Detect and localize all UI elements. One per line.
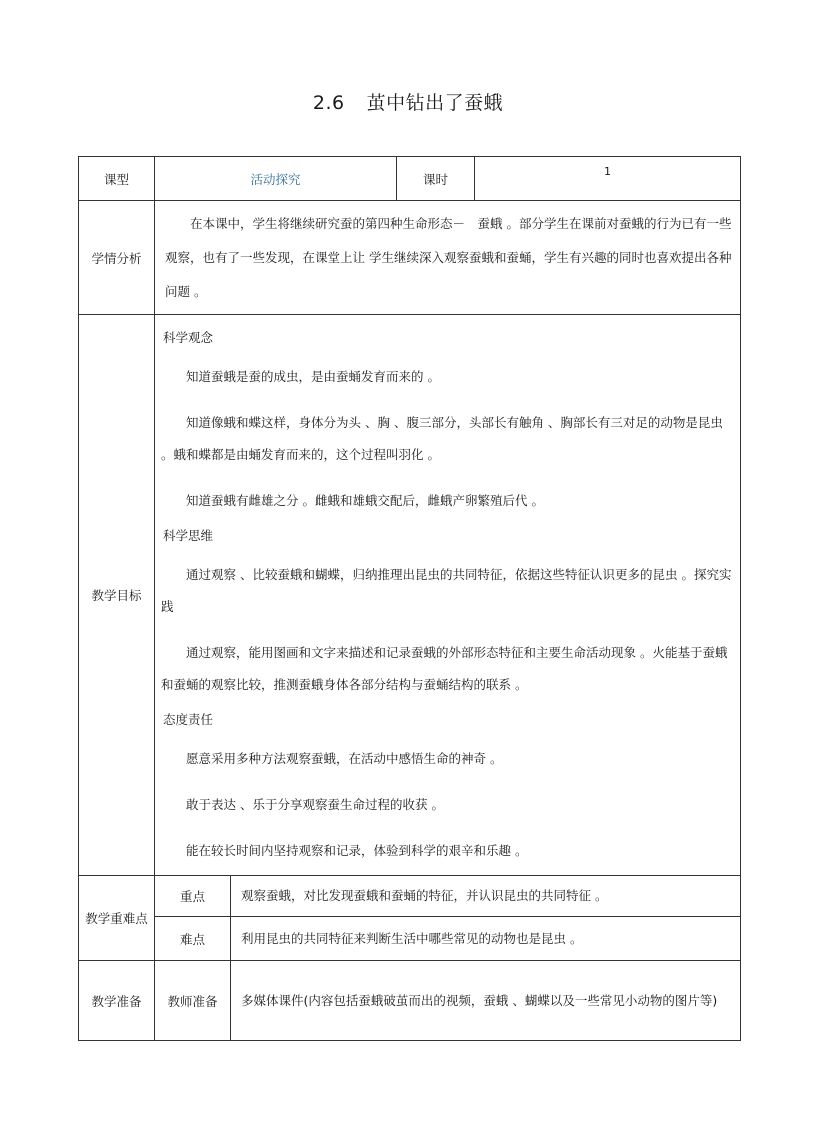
- period-label: 课时: [397, 157, 475, 201]
- lesson-number: 2.6: [312, 92, 345, 114]
- lesson-plan-table: [78, 156, 741, 1041]
- row-lesson-type: [79, 157, 741, 201]
- lesson-type-label: 课型: [79, 157, 155, 201]
- goals-line: 知道像蛾和蝶这样，身体分为头 、胸 、腹三部分，头部长有触角 、胸部长有三对足的动物是昆虫 。蛾和蝶都是由蛹发育而来的，这个过程叫羽化 。: [161, 415, 723, 462]
- analysis-label: 学情分析: [79, 201, 155, 315]
- row-goals: [79, 315, 741, 876]
- focus-text: 观察蚕蛾，对比发现蚕蛾和蚕蛹的特征，并认识昆虫的共同特征 。: [241, 888, 608, 903]
- goals-section-title: 科学观念: [163, 330, 214, 345]
- goals-line: 知道蚕蛾有雌雄之分 。雌蛾和雄蛾交配后，雌蛾产卵繁殖后代 。: [186, 493, 544, 508]
- teacher-prep-cell: [231, 961, 741, 1041]
- page-title: [0, 88, 816, 115]
- goals-label: 教学目标: [79, 315, 155, 876]
- lesson-type-value: 活动探究: [155, 157, 397, 201]
- analysis-cell: [155, 201, 741, 315]
- goals-line: 通过观察 、比较蚕蛾和蝴蝶，归纳推理出昆虫的共同特征，依据这些特征认识更多的昆虫 。探究实践: [161, 567, 732, 614]
- goals-line: 敢于表达 、乐于分享观察蚕生命过程的收获 。: [186, 797, 444, 812]
- teacher-prep-label: 教师准备: [155, 961, 231, 1041]
- difficulty-text: 利用昆虫的共同特征来判断生活中哪些常见的动物也是昆虫 。: [241, 930, 583, 946]
- goals-section-title: 态度责任: [163, 712, 214, 727]
- goals-line: 通过观察，能用图画和文字来描述和记录蚕蛾的外部形态特征和主要生命活动现象 。火能基于蚕蛾和蚕蛹的观察比较，推测蚕蛾身体各部分结构与蚕蛹结构的联系 。: [161, 645, 728, 692]
- row-difficulty: [79, 917, 741, 961]
- goals-line: 愿意采用多种方法观察蚕蛾，在活动中感悟生命的神奇 。: [186, 751, 503, 766]
- goals-line: 能在较长时间内坚持观察和记录，体验到科学的艰辛和乐趣 。: [186, 843, 528, 858]
- preparation-label: 教学准备: [79, 961, 155, 1041]
- key-points-label: 教学重难点: [79, 876, 155, 961]
- teacher-prep-text: 多媒体课件(内容包括蚕蛾破茧而出的视频，蚕蛾 、蝴蝶以及一些常见小动物的图片等): [241, 992, 718, 1008]
- difficulty-label: 难点: [155, 917, 231, 961]
- goals-section-title: 科学思维: [163, 528, 214, 543]
- row-analysis: [79, 201, 741, 315]
- lesson-title: 茧中钻出了蚕蛾: [366, 92, 504, 114]
- focus-cell: [231, 876, 741, 917]
- row-focus: [79, 876, 741, 917]
- goals-line: 知道蚕蛾是蚕的成虫，是由蚕蛹发育而来的 。: [186, 369, 440, 384]
- difficulty-cell: [231, 917, 741, 961]
- focus-label: 重点: [155, 876, 231, 917]
- period-value: 1: [475, 157, 741, 201]
- analysis-text: 在本课中，学生将继续研究蚕的第四种生命形态－ 蚕蛾 。部分学生在课前对蚕蛾的行为已有一些观察，也有了一些发现，在课堂上让 学生继续深入观察蚕蛾和蚕蛹，学生有兴趣的同时也喜欢提出各种问题 。: [165, 215, 732, 299]
- goals-cell: [155, 315, 741, 876]
- row-preparation: [79, 961, 741, 1041]
